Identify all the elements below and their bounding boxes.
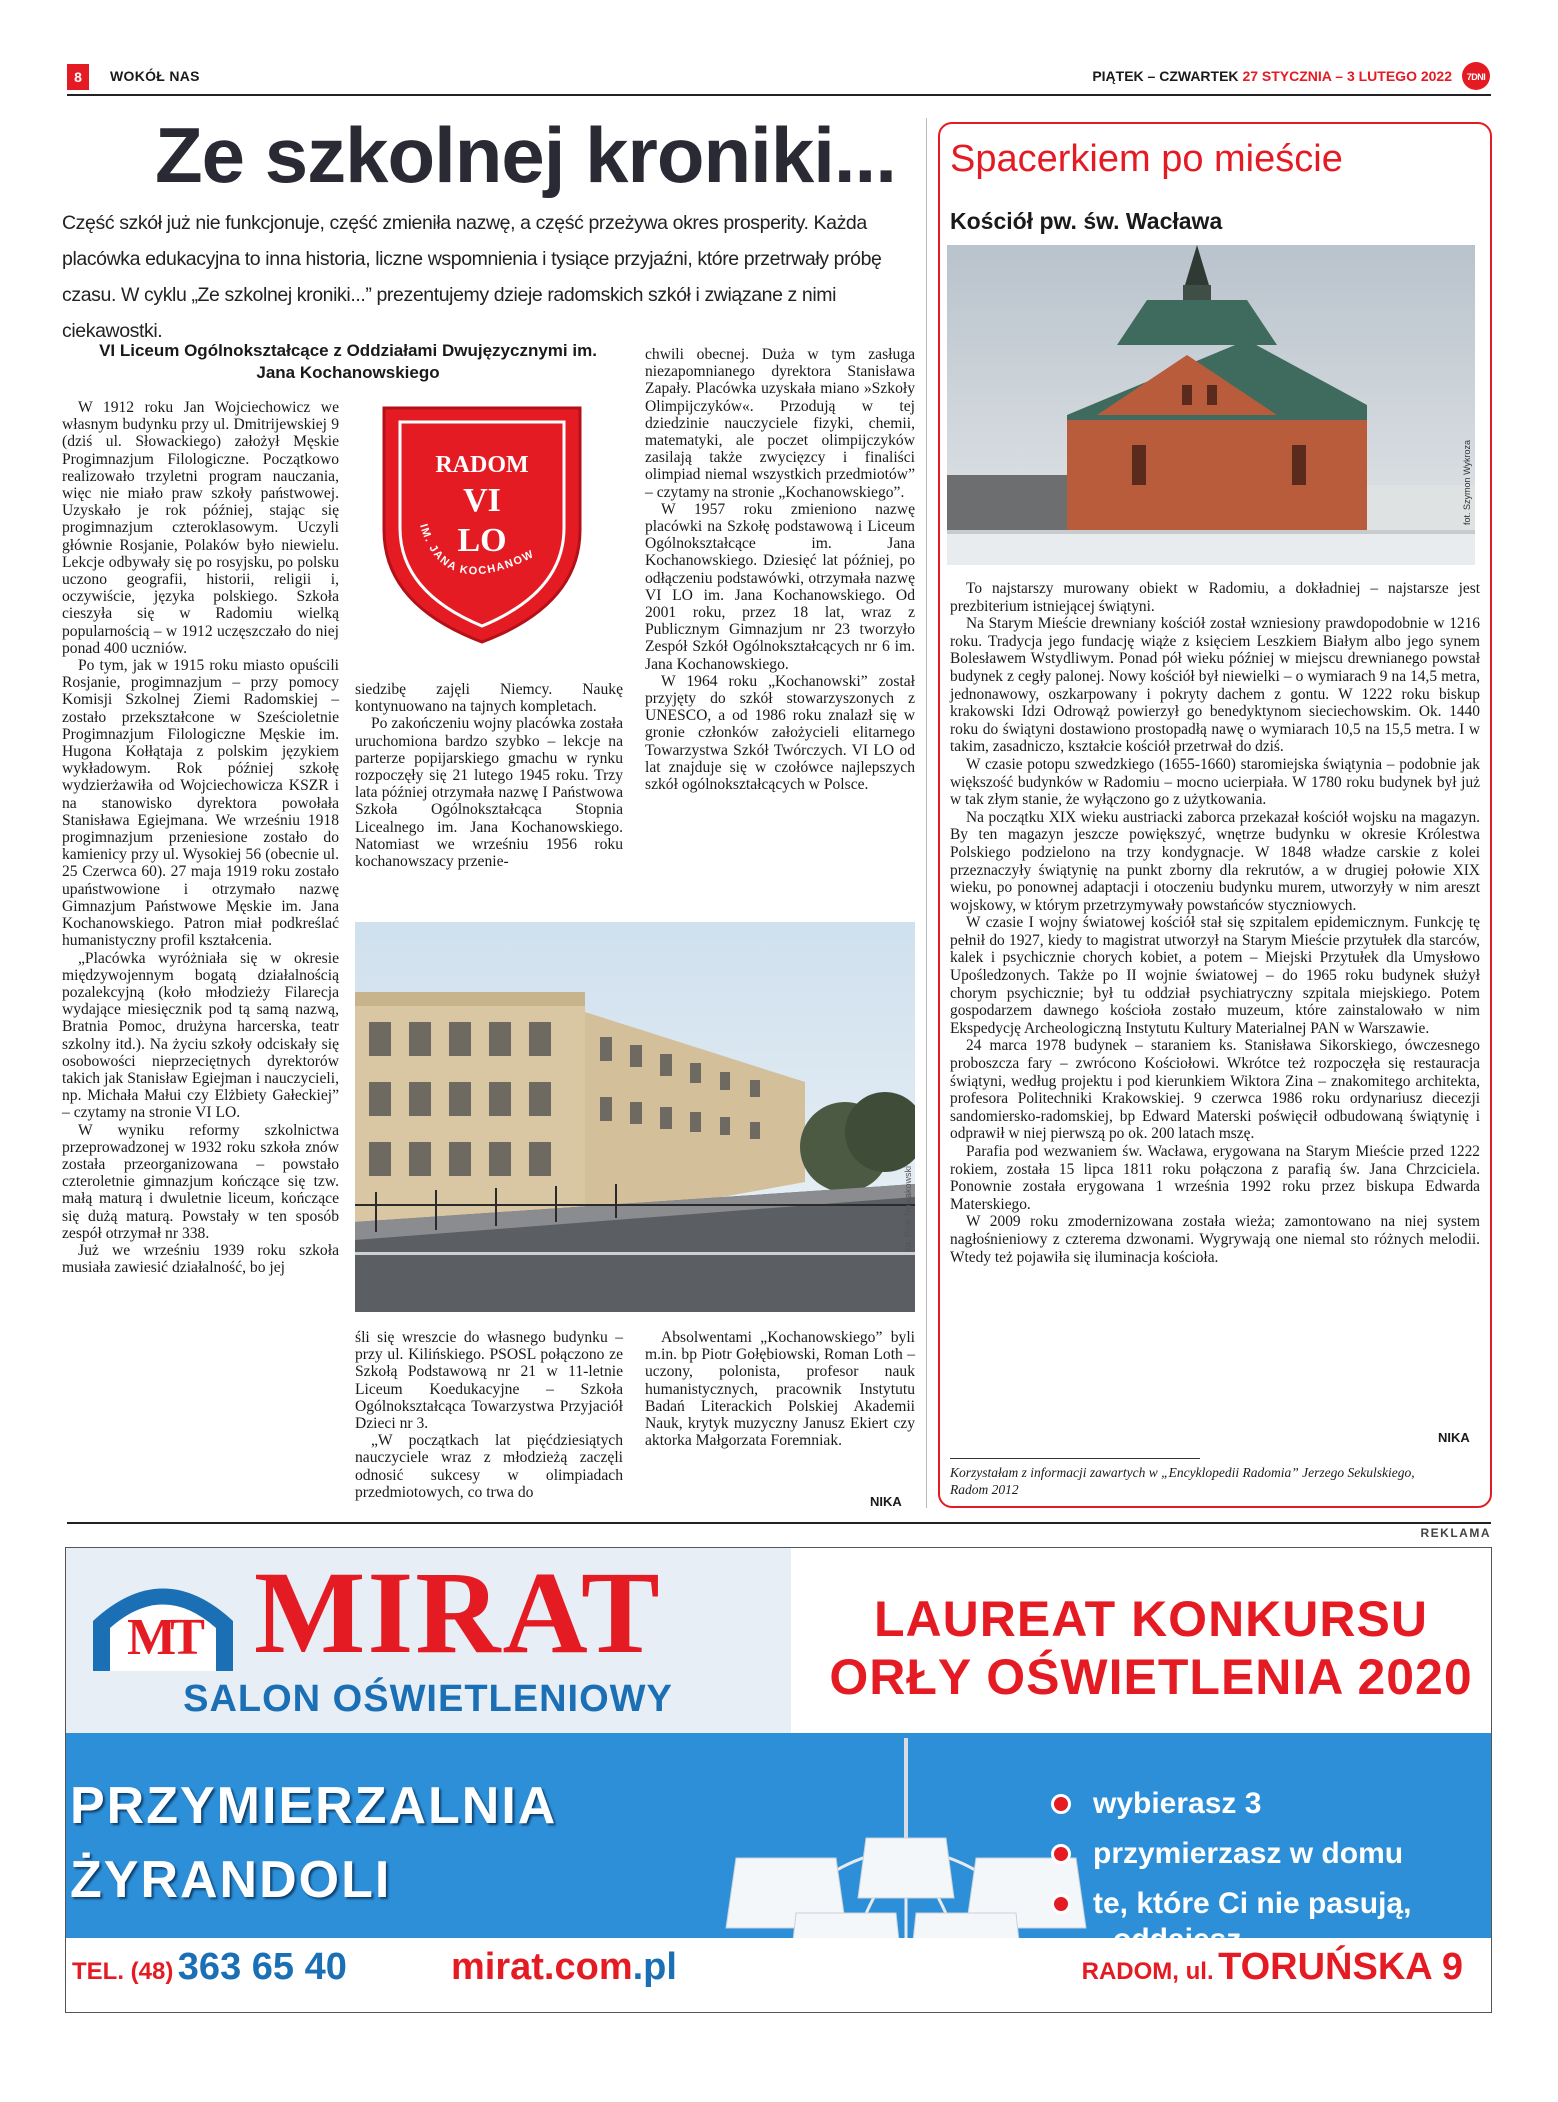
ad-phone <box>72 1946 347 1989</box>
sidebar-body <box>950 580 1480 1266</box>
paragraph: Po tym, jak w 1915 roku miasto opuścili Rosjanie, progimnazjum – przy pomocy Komisji Szkolnej Ziemi Radomskiej – zostało przekształcone w Sześcioletnie Progimnazjum Filologiczne Męskie im. Hugona Kołłątaja z polskim językiem wykładowym. Rok później szkołę wydzierżawiła od Wojciechowicza KSZR i na stanowisko dyrektora powołała Stanisława Egiejmana. We wrześniu 1918 progimnazjum przeniesione zostało do kamienicy przy ul. Wysokiej 56 (obecnie ul. 25 Czerwca 60). 27 maja 1919 roku zostało upaństwowione i otrzymało nazwę Gimnazjum Państwowe Męskie im. Jana Kochanowskiego. Patron miał podkreślać humanistyczny profil kształcenia. <box>62 657 339 950</box>
school-photo-credit: fot. Piotr Nowakowski <box>903 1165 913 1252</box>
church-photo <box>947 245 1475 565</box>
brand-mark <box>1462 62 1490 90</box>
award-line-1: LAUREAT KONKURSU <box>874 1591 1428 1647</box>
ad-label-rule <box>67 1522 1491 1524</box>
paragraph: Na Starym Mieście drewniany kościół został wzniesiony prawdopodobnie w 1216 roku. Tradycja jego fundację wiąże z księciem Leszkiem Białym albo jego synem Bolesławem Wstydliwym. Ponad pół wieku później w miejscu drewnianego powstał budynek z cegły palonej. Nowy kościół był niewielki – o wymiarach 9 na 14,5 metra, jednonawowy, oszkarpowany i pokryty dachem z gontu. W 1222 roku biskup krakowski Idzi Odrowąż powierzył go benedyktynom sieciechowskim. Ok. 1440 roku do świątyni dostawiono prostopadłą nawę o wymiarach 10,5 na 15,5 metra. I w takim, zasadniczo, kształcie kościół przetrwał do dziś. <box>950 615 1480 756</box>
article-column-3-bottom <box>645 1329 915 1449</box>
ad-banner <box>65 1547 1492 2013</box>
header-rule <box>67 94 1491 96</box>
logo-line-2: VI <box>463 482 501 519</box>
sidebar-title: Kościół pw. św. Wacława <box>950 208 1223 234</box>
article-column-2-top <box>355 681 623 870</box>
paragraph: Po zakończeniu wojny placówka została uruchomiona bardzo szybko – lekcje na parterze popijarskiego gmachu w rynku rozpoczęły się 21 lutego 1945 roku. Trzy lata później otrzymała nazwę I Państwowa Szkoła Ogólnokształcąca Stopnia Licealnego im. Jana Kochanowskiego. Natomiast we wrześniu 1956 roku kochanowszacy przenie- <box>355 715 624 871</box>
paragraph: W 1912 roku Jan Wojciechowicz we własnym budynku przy ul. Dmitrijewskiej 9 (dziś ul. Słowackiego) założył Męskie Progimnazjum Filologiczne. Początkowo realizowało trzyletni program nauczania, więc nie miało praw szkoły państwowej. Uzyskało je rok później, stając się progimnazjum czteroklasowym. Uczyli głównie Rosjanie, Polaków było niewielu. Lekcje odbywały się po rosyjsku, po polsku uczono geografii, historii, religii i, oczywiście, języka polskiego. Szkoła cieszyła się w Radomiu wielką popularnością – w 1912 uczęszczało do niej ponad 400 uczniów. <box>62 399 339 657</box>
address-prefix: RADOM, ul. <box>1081 1958 1214 1985</box>
paragraph: W 1957 roku zmieniono nazwę placówki na Szkołę podstawową i Liceum Ogólnokształcące im. Jana Kochanowskiego. Dziesięć lat później, po odłączeniu podstawówki, otrzymała nazwę VI LO im. Jana Kochanowskiego. Od 2001 roku, przez 18 lat, wraz z Publicznym Gimnazjum nr 23 tworzyło Zespół Szkół Ogólnokształcących nr 6 im. Jana Kochanowskiego. <box>645 500 915 673</box>
ad-bullet <box>1051 1836 1481 1872</box>
award-line-2: ORŁY OŚWIETLENIA 2020 <box>829 1649 1473 1705</box>
bullet-text: te, które Ci nie pasują, <box>1093 1887 1412 1920</box>
mirat-logo <box>88 1566 238 1676</box>
paragraph: chwili obecnej. Duża w tym zasługa niezapomnianego dyrektora Stanisława Zapały. Placówka uzyskała miano »Szkoły Olimpijczyków«. Przodują w tej dziedzinie nauczyciele fizyki, chemii, matematyki, ale poczet olimpijczyków zasilają także zwycięzcy i finaliści olimpiad niemal wszystkich przedmiotów” – czytamy na stronie „Kochanowskiego”. <box>645 346 915 501</box>
paragraph: Absolwentami „Kochanowskiego” byli m.in. bp Piotr Gołębiowski, Roman Loth – uczony, polonista, profesor nauk humanistycznych, pracownik Instytutu Badań Literackich Polskiej Akademii Nauk, krytyk muzyczny Janusz Ekiert czy aktorka Małgorzata Foremniak. <box>645 1329 915 1450</box>
ad-headline-1: PRZYMIERZALNIA <box>70 1777 558 1835</box>
church-photo-credit: fot. Szymon Wykroza <box>1462 440 1472 525</box>
section-label: WOKÓŁ NAS <box>110 68 200 84</box>
website-main: mirat.com <box>451 1946 633 1988</box>
paragraph: W wyniku reformy szkolnictwa przeprowadzonej w 1932 roku szkoła znów została przeorganizowana – powstało czteroletnie gimnazjum kończące się tzw. małą maturą i dwuletnie liceum, kończące się dużą maturą. Powstały w ten sposób zespół otrzymał nr 338. <box>62 1121 339 1242</box>
bullet-text: wybierasz 3 <box>1093 1787 1262 1820</box>
source-rule <box>950 1458 1200 1459</box>
article-title: Ze szkolnej kroniki... <box>155 111 896 199</box>
paragraph: śli się wreszcie do własnego budynku – przy ul. Kilińskiego. PSOSL połączono ze Szkołą Podstawową nr 21 w 11-letnie Liceum Koedukacyjne – Szkoła Ogólnokształcąca Towarzystwa Przyjaciół Dzieci nr 3. <box>355 1329 623 1433</box>
ad-bullet <box>1051 1886 1481 1922</box>
bullet-text: przymierzasz w domu <box>1093 1837 1404 1870</box>
paragraph: „Placówka wyróżniała się w okresie międzywojennym bogatą działalnością pozalekcyjną (koło młodzieży Filarecja wydające miesięcznik pod tą samą nazwą, Bratnia Pomoc, drużyna harcerska, teatr szkolny itd.). Na życiu szkoły odciskały się osobowości nieprzeciętnych dyrektorów takich jak Stanisław Egiejman i nauczycieli, np. Michała Małui czy Elżbiety Gałeckiej” – czytamy na stronie VI LO. <box>62 949 339 1122</box>
ad-headline-2: ŻYRANDOLI <box>70 1851 392 1909</box>
paragraph: W czasie I wojny światowej kościół stał się szpitalem epidemicznym. Funkcję tę pełnił do 1927, kiedy to magistrat utworzył na Starym Mieście przytułek dla starców, kalek i psychicznie chorych kobiet, a potem – Miejski Przytułek dla Umysłowo Upośledzonych. Także po II wojnie światowej – do 1965 roku budynek służył chorym psychicznie; był tu oddział psychiatryczny szpitala miejskiego. Potem gospodarzem dawnego kościoła zostało muzeum, które zainstalowało w nim Ekspedycję Archeologiczną Instytutu Kultury Materialnej PAN w Warszawie. <box>950 914 1480 1037</box>
paragraph: Już we wrześniu 1939 roku szkoła musiała zawiesić działalność, bo jej <box>62 1241 339 1277</box>
paragraph: W 1964 roku „Kochanowski” został przyjęty do szkół stowarzyszonych z UNESCO, a od 1986 roku znalazł się w gronie członków założycieli elitarnego Towarzystwa Szkół Twórczych. VI LO od lat znajduje się w czołówce najlepszych szkół ogólnokształcących w Polsce. <box>645 672 915 794</box>
source-note: Korzystałam z informacji zawartych w „Encyklopedii Radomia” Jerzego Sekulskiego, Radom 2012 <box>950 1465 1415 1497</box>
school-building-image <box>355 922 915 1312</box>
church-image <box>947 245 1475 565</box>
logo-line-1: RADOM <box>435 452 529 478</box>
article-lead: Część szkół już nie funkcjonuje, część zmieniła nazwę, a część przeżywa okres prosperity. Każda placówka edukacyjna to inna historia, liczne wspomnienia i tysiące przyjaźni, które przetrwały próbę czasu. W cyklu „Ze szkolnej kroniki...” prezentujemy dzieje radomskich szkół i związane z nimi ciekawostki. <box>62 212 882 342</box>
paragraph: To najstarszy murowany obiekt w Radomiu, a dokładniej – najstarsze jest prezbiterium istniejącej świątyni. <box>950 580 1480 615</box>
logo-arc-text: IM. JANA KOCHANOW <box>417 522 537 578</box>
sidebar-kicker: Spacerkiem po mieście <box>950 138 1343 180</box>
phone-prefix: TEL. (48) <box>72 1958 174 1985</box>
bullet-dot-icon <box>1051 1844 1071 1864</box>
mirat-brand: MIRAT <box>254 1547 662 1678</box>
ad-website[interactable] <box>451 1946 677 1989</box>
article-column-1 <box>62 399 339 1276</box>
ad-bullets <box>1051 1786 1481 1958</box>
article-column-2-bottom <box>355 1329 623 1501</box>
paragraph: „W początkach lat pięćdziesiątych nauczyciele wraz z młodzieżą zaczęli odnosić sukcesy w olimpiadach przedmiotowych, co trwa do <box>355 1432 623 1501</box>
bullet-dot-icon <box>1051 1794 1071 1814</box>
brand-mark-text: 7DNI <box>1466 72 1486 82</box>
article-author: NIKA <box>870 1494 902 1509</box>
paragraph: Parafia pod wezwaniem św. Wacława, erygowana na Starym Mieście przed 1222 rokiem, została 15 lipca 1811 roku połączona z parafią św. Jana Chrzciciela. Ponownie została erygowana 1 września 1992 roku przez biskupa Edwarda Materskiego. <box>950 1143 1480 1213</box>
paragraph: Na początku XIX wieku austriacki zaborca przekazał kościół wojsku na magazyn. By ten magazyn jeszcze powiększyć, wnętrze budynku w okresie Królestwa Polskiego podzielono na trzy kondygnacje. W 1848 władze carskie z kolei przeznaczyły świątynię na punkt zborny dla rekrutów, a w drugiej połowie XIX wieku, po ponownej adaptacji i otoczeniu budynku murem, utworzyły w nim areszt wojskowy, w którym przetrzymywały powstańców styczniowych. <box>950 808 1480 914</box>
bullet-dot-icon <box>1051 1894 1071 1914</box>
article-subhead: VI Liceum Ogólnokształcące z Oddziałami Dwujęzycznymi im. Jana Kochanowskiego <box>99 341 597 382</box>
issue-date-range: 27 STYCZNIA – 3 LUTEGO 2022 <box>1242 68 1452 84</box>
paragraph: W 2009 roku zmodernizowana została wieża; zamontowano na niej system nagłośnieniowy z czterema dzwonami. Wygrywają one niemal sto różnych melodii. Wtedy też pojawiła się iluminacja kościoła. <box>950 1213 1480 1266</box>
mirat-logo-letters: MT <box>127 1609 199 1666</box>
school-logo <box>372 400 592 650</box>
sidebar-author: NIKA <box>1438 1430 1470 1445</box>
issue-date <box>1092 68 1452 84</box>
paragraph: 24 marca 1978 budynek – staraniem ks. Stanisława Sikorskiego, ówczesnego proboszcza fary – zwrócono Kościołowi. Wkrótce też rozpoczęła się restauracja świątyni, według projektu i pod kierunkiem Wiktora Zina – znakomitego architekta, profesora Politechniki Krakowskiej. 9 czerwca 1986 roku ordynariusz diecezji sandomiersko-radomskiej, bp Edward Materski poświęcił odbudowaną świątynię i odprawił w niej pierwszą po ok. 200 latach mszę. <box>950 1037 1480 1143</box>
logo-line-3: LO <box>457 522 507 559</box>
page-number: 8 <box>74 69 82 85</box>
column-divider <box>926 118 927 1508</box>
phone-number: 363 65 40 <box>177 1946 347 1988</box>
paragraph: siedzibę zajęli Niemcy. Naukę kontynuowano na tajnych kompletach. <box>355 681 623 716</box>
ad-bullet <box>1051 1786 1481 1822</box>
ad-label: REKLAMA <box>1420 1526 1491 1540</box>
page-number-box <box>67 64 89 90</box>
website-tld: .pl <box>632 1946 677 1988</box>
ad-address <box>1082 1946 1463 1989</box>
mirat-brand-sub: SALON OŚWIETLENIOWY <box>183 1678 673 1720</box>
article-column-3-top <box>645 346 915 793</box>
address-street: TORUŃSKA 9 <box>1218 1946 1463 1988</box>
paragraph: W czasie potopu szwedzkiego (1655-1660) staromiejska świątynia – podobnie jak większość budynków w Radomiu – mocno ucierpiała. W 1780 roku budynek był już w tak złym stanie, że wyłączono go z użytkowania. <box>950 755 1480 809</box>
issue-day-range: PIĄTEK – CZWARTEK <box>1092 68 1239 84</box>
school-photo <box>355 922 915 1312</box>
